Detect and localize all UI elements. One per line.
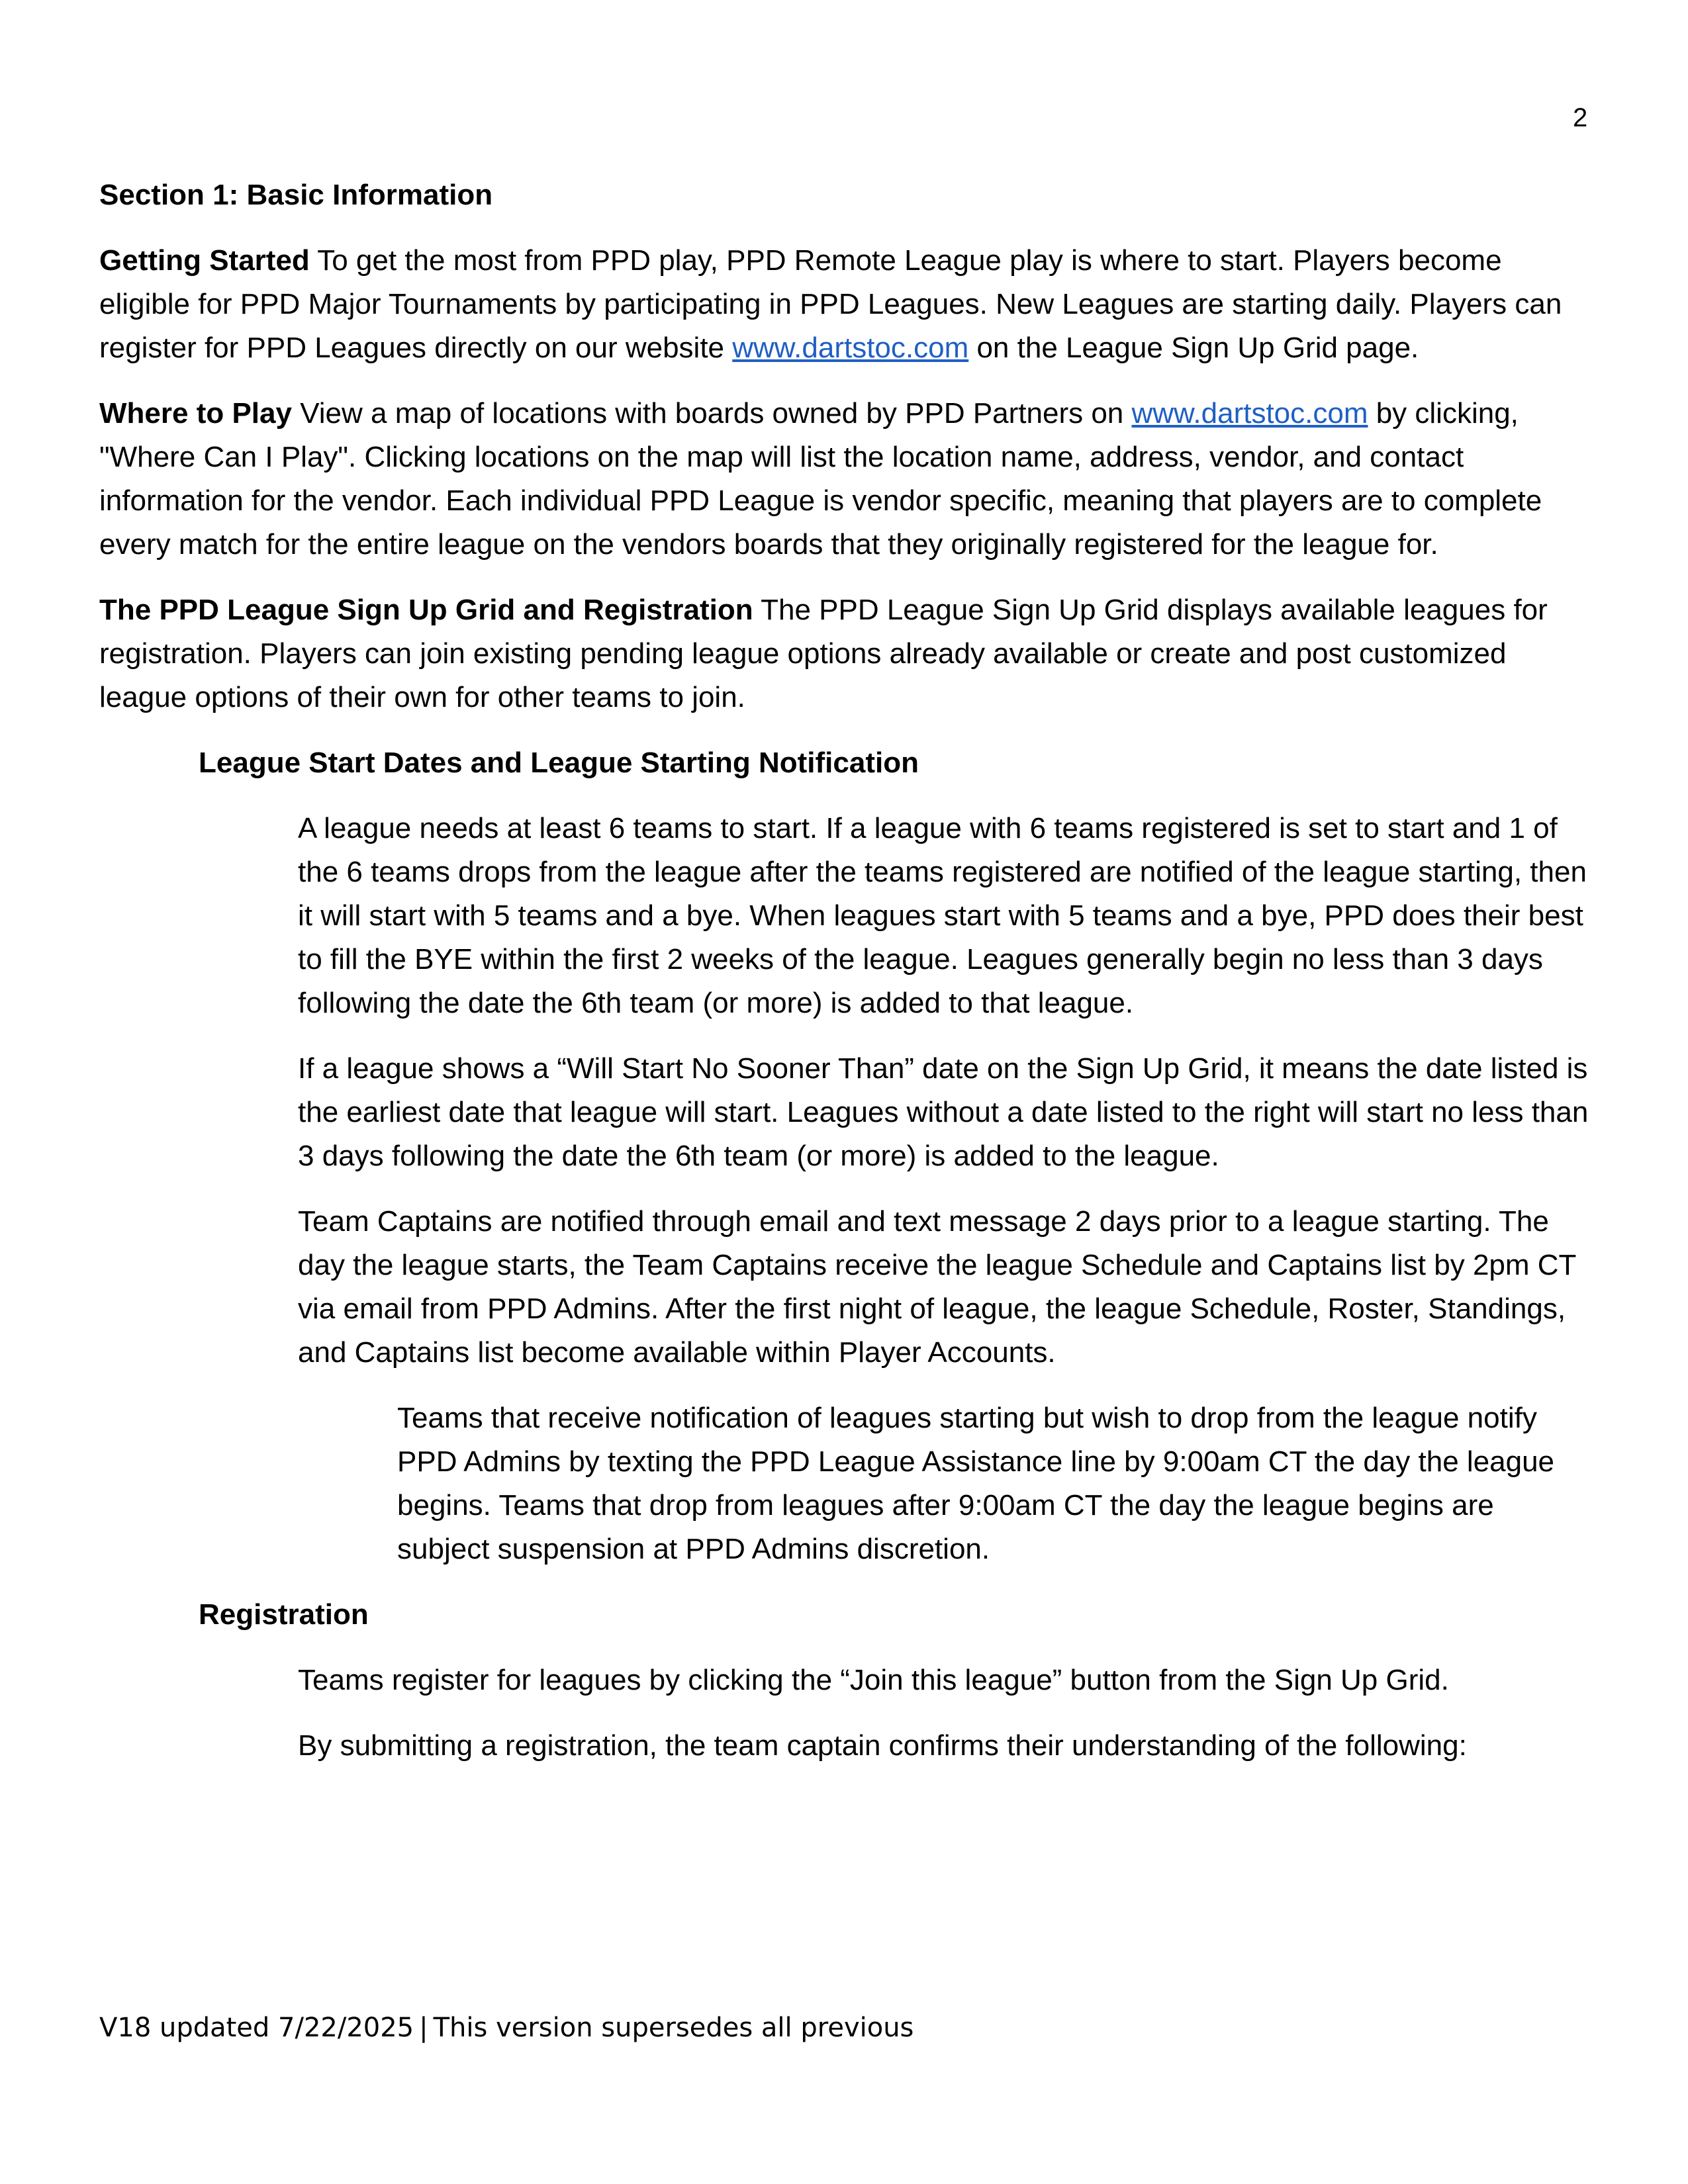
page-number: 2 bbox=[1573, 103, 1588, 132]
section-title: Section 1: Basic Information bbox=[99, 179, 493, 211]
sign-up-grid-heading: The PPD League Sign Up Grid and Registration bbox=[99, 594, 753, 626]
getting-started-text-end: on the League Sign Up Grid page. bbox=[968, 332, 1419, 364]
start-dates-heading: League Start Dates and League Starting Notification bbox=[199, 747, 919, 779]
start-dates-paragraph: Team Captains are notified through email and text message 2 days prior to a league starting. The day the league starts, the Team Captains receive the league Schedule and Captains list by 2pm CT via email from PPD Admins. After the first night of league, the league Schedule, Roster, Standings, and Captains list become available within Player Accounts. bbox=[298, 1205, 1576, 1369]
footer-version: V18 updated 7/22/2025 bbox=[99, 2013, 414, 2043]
sign-up-grid-paragraph bbox=[99, 588, 1589, 719]
where-to-play-text: View a map of locations with boards owned by PPD Partners on bbox=[291, 397, 1132, 430]
registration-paragraph: By submitting a registration, the team captain confirms their understanding of the following: bbox=[298, 1729, 1467, 1762]
getting-started-text: To get the most from PPD play, PPD Remote League play is where to start. Players become eligible for PPD Major Tournaments by participating in PPD Leagues. New Leagues are starting daily. Players can register for PPD Leagues directly on our website bbox=[99, 244, 1562, 364]
drop-notice-paragraph: Teams that receive notification of leagues starting but wish to drop from the league notify PPD Admins by texting the PPD League Assistance line by 9:00am CT the day the league begins. Teams that drop from leagues after 9:00am CT the day the league begins are subject suspension at PPD Admins discretion. bbox=[397, 1402, 1555, 1565]
start-dates-paragraph: If a league shows a “Will Start No Sooner Than” date on the Sign Up Grid, it means the date listed is the earliest date that league will start. Leagues without a date listed to the right will start no less than 3 days following the date the 6th team (or more) is added to the league. bbox=[298, 1052, 1589, 1172]
document-body bbox=[99, 173, 1589, 1790]
sign-up-grid-text: The PPD League Sign Up Grid displays available leagues for registration. Players can join existing pending league options already available or create and post customized league options of their own for other teams to join. bbox=[99, 594, 1548, 713]
dartstoc-link[interactable]: www.dartstoc.com bbox=[732, 332, 969, 364]
getting-started-paragraph bbox=[99, 239, 1589, 370]
start-dates-paragraph: A league needs at least 6 teams to start. If a league with 6 teams registered is set to start and 1 of the 6 teams drops from the league after the teams registered are notified of the league starting, then it will start with 5 teams and a bye. When leagues start with 5 teams and a bye, PPD does their best to fill the BYE within the first 2 weeks of the league. Leagues generally begin no less than 3 days following the date the 6th team (or more) is added to that league. bbox=[298, 812, 1587, 1019]
registration-heading: Registration bbox=[199, 1598, 369, 1631]
page-footer bbox=[99, 2009, 914, 2046]
getting-started-heading: Getting Started bbox=[99, 244, 310, 277]
footer-separator: | bbox=[419, 2013, 428, 2043]
registration-paragraph: Teams register for leagues by clicking the “Join this league” button from the Sign Up Grid. bbox=[298, 1664, 1449, 1696]
dartstoc-link[interactable]: www.dartstoc.com bbox=[1131, 397, 1368, 430]
where-to-play-heading: Where to Play bbox=[99, 397, 292, 430]
where-to-play-text-end: by clicking, "Where Can I Play". Clicking locations on the map will list the location name, address, vendor, and contact information for the vendor. Each individual PPD League is vendor specific, meaning that players are to complete every match for the entire league on the vendors boards that they originally registered for the league for. bbox=[99, 397, 1542, 561]
footer-note: This version supersedes all previous bbox=[433, 2013, 914, 2043]
where-to-play-paragraph bbox=[99, 392, 1589, 567]
